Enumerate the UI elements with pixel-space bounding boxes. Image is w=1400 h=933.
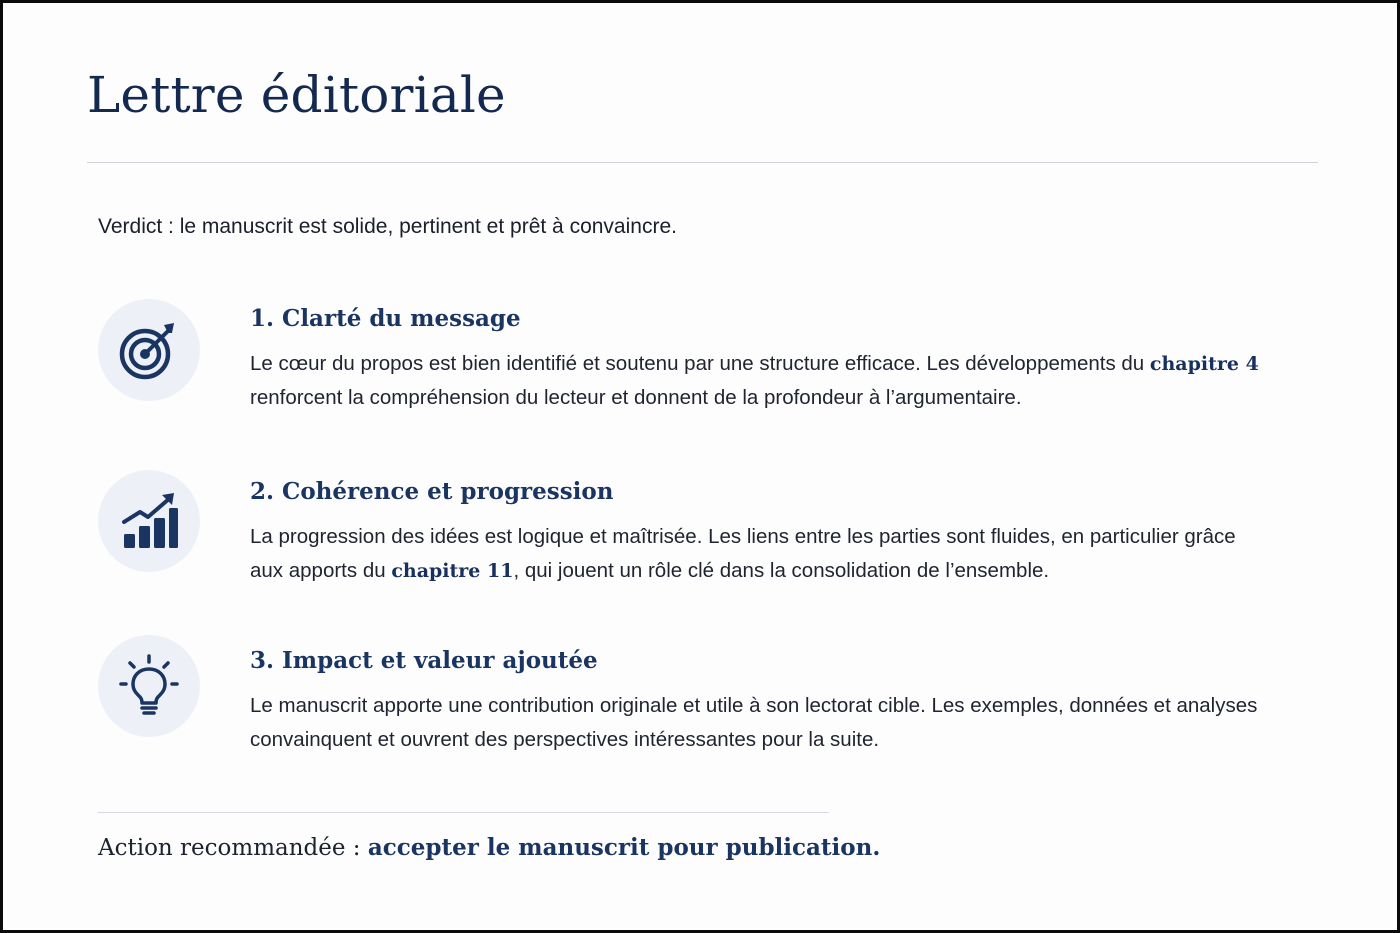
action-value: accepter le manuscrit pour publication. [367,834,881,861]
section-body-text: renforcent la compréhension du lecteur et donnent de la profondeur à l’argumentaire. [250,386,1022,409]
target-icon [98,299,200,401]
growth-chart-icon [98,470,200,572]
section-title: 3. Impact et valeur ajoutée [250,647,598,674]
section-body [250,520,1260,588]
recommended-action [98,831,880,865]
chapter-reference: chapitre 11 [391,560,514,582]
chapter-reference: chapitre 4 [1149,353,1259,375]
action-divider [98,812,829,813]
section-body-text: , qui jouent un rôle clé dans la consolidation de l’ensemble. [513,559,1050,582]
section-title: 1. Clarté du message [250,305,521,332]
verdict-text: Verdict : le manuscrit est solide, pertinent et prêt à convaincre. [98,215,677,238]
title-divider [87,162,1318,163]
action-label: Action recommandée : [98,835,361,861]
section-title: 2. Cohérence et progression [250,478,614,505]
page-title: Lettre éditoriale [87,66,506,124]
lightbulb-icon [98,635,200,737]
section-body-text: La progression des idées est logique et maîtrisée. Les liens entre les parties sont fluides, en particulier grâce aux apports du [250,525,1236,582]
section-body [250,347,1260,415]
section-body: Le manuscrit apporte une contribution originale et utile à son lectorat cible. Les exemples, données et analyses convainquent et ouvrent des perspectives intéressantes pour la suite. [250,694,1258,751]
section-body-text: Le cœur du propos est bien identifié et soutenu par une structure efficace. Les développements du [250,352,1150,375]
